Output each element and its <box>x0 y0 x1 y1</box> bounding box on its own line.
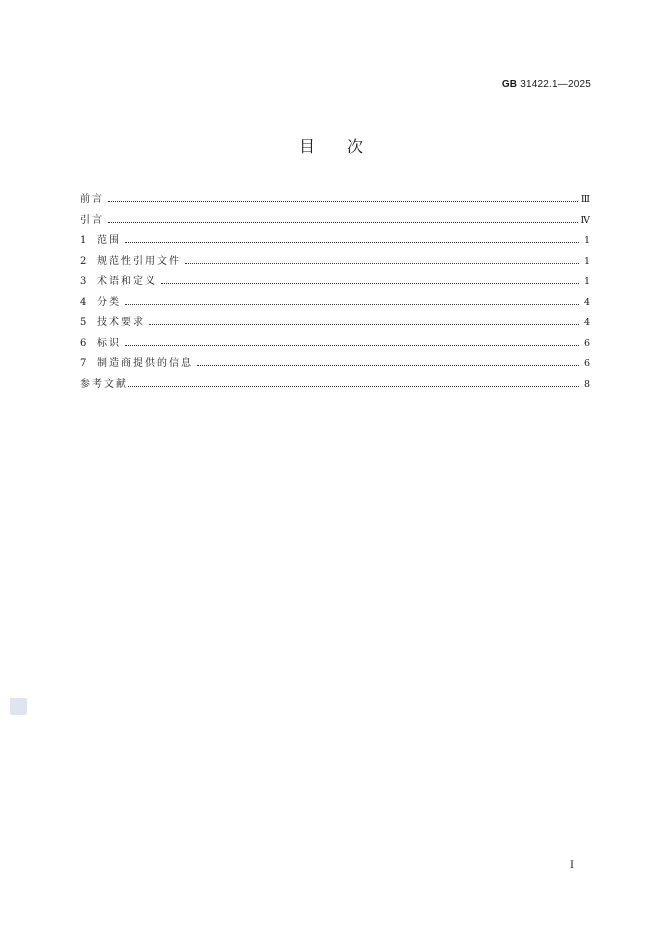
toc-leader <box>161 282 579 284</box>
toc-label: 标识 <box>97 337 121 349</box>
toc-label: 引言 <box>80 214 104 226</box>
toc-label: 前言 <box>80 194 104 205</box>
toc-entry-scope[interactable] <box>80 231 590 252</box>
toc-label: 技术要求 <box>97 317 145 328</box>
toc-leader <box>185 262 579 264</box>
toc-entry-marking[interactable] <box>80 334 590 355</box>
standard-number: 31422.1—2025 <box>520 79 591 90</box>
toc-number: 6 <box>80 337 87 349</box>
toc-leader <box>125 344 579 346</box>
toc-leader <box>197 364 579 366</box>
toc-entry-introduction[interactable] <box>80 211 590 232</box>
table-of-contents <box>80 190 590 395</box>
toc-entry-classification[interactable] <box>80 293 590 314</box>
toc-page: Ⅲ <box>580 194 590 205</box>
toc-page: 8 <box>583 378 590 390</box>
toc-page: Ⅳ <box>580 214 590 226</box>
watermark-stamp-icon <box>10 698 27 715</box>
toc-entry-normative-references[interactable] <box>80 252 590 273</box>
toc-leader <box>149 323 579 325</box>
page-title: 目次 <box>298 137 395 156</box>
toc-label: 规范性引用文件 <box>97 255 181 267</box>
toc-leader <box>108 221 578 223</box>
toc-entry-terms-definitions[interactable] <box>80 272 590 293</box>
toc-page: 1 <box>583 255 590 267</box>
toc-number: 3 <box>80 276 87 287</box>
toc-entry-bibliography[interactable] <box>80 375 590 396</box>
toc-number: 2 <box>80 255 87 267</box>
toc-label: 范围 <box>97 235 121 246</box>
toc-leader <box>125 241 579 243</box>
toc-page: 1 <box>583 276 590 287</box>
toc-label: 参考文献 <box>80 378 128 390</box>
toc-page: 4 <box>583 317 590 328</box>
toc-label: 分类 <box>97 296 121 308</box>
toc-page: 4 <box>583 296 590 308</box>
toc-leader <box>108 200 578 202</box>
toc-number: 7 <box>80 358 87 369</box>
toc-page: 1 <box>583 235 590 246</box>
toc-number: 5 <box>80 317 87 328</box>
toc-page: 6 <box>583 358 590 369</box>
toc-label: 术语和定义 <box>97 276 157 287</box>
toc-leader <box>128 385 579 387</box>
toc-leader <box>125 303 579 305</box>
toc-label: 制造商提供的信息 <box>97 358 193 369</box>
standard-prefix: GB <box>501 79 518 90</box>
toc-number: 1 <box>80 235 87 246</box>
page-number: Ⅰ <box>570 860 574 871</box>
toc-page: 6 <box>583 337 590 349</box>
toc-entry-manufacturer-information[interactable] <box>80 354 590 375</box>
standard-code <box>502 79 591 90</box>
toc-number: 4 <box>80 296 87 308</box>
toc-entry-foreword[interactable] <box>80 190 590 211</box>
toc-entry-technical-requirements[interactable] <box>80 313 590 334</box>
